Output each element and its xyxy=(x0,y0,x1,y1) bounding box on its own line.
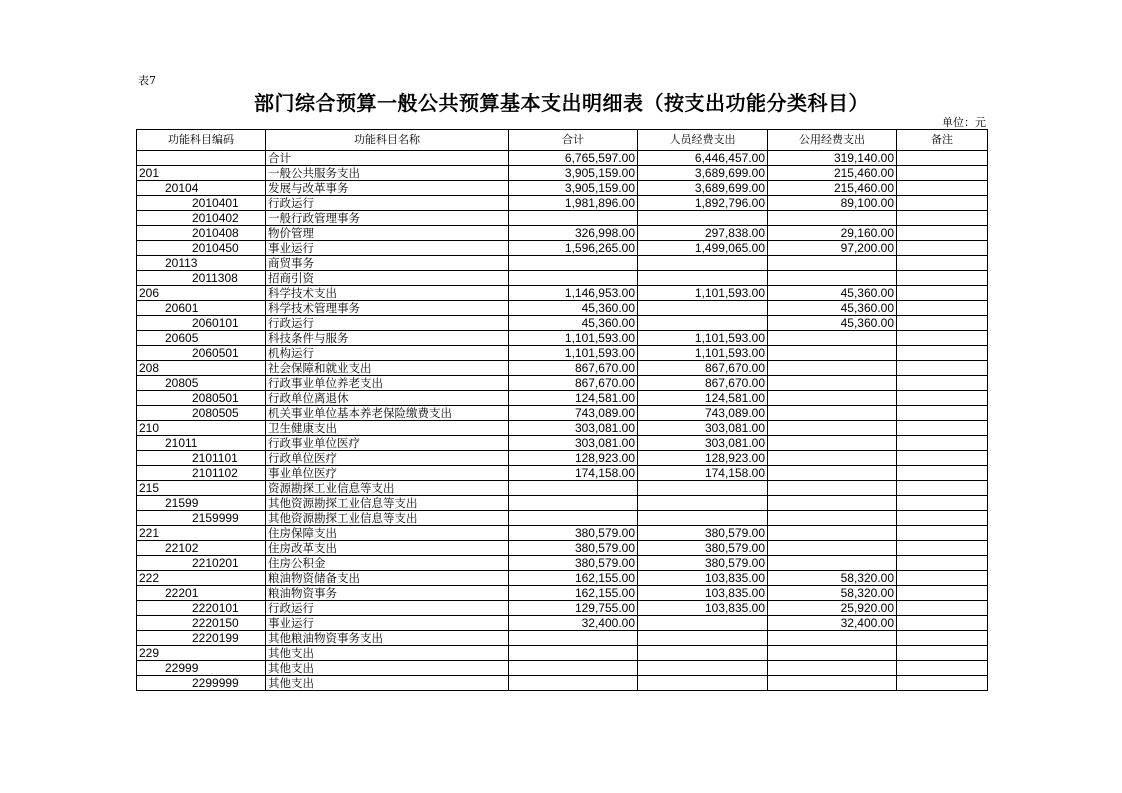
cell-total: 6,765,597.00 xyxy=(509,151,638,166)
col-header-note: 备注 xyxy=(897,130,988,151)
cell-name: 其他粮油物资事务支出 xyxy=(266,631,509,646)
cell-personnel: 380,579.00 xyxy=(638,526,768,541)
cell-note xyxy=(897,256,988,271)
col-header-public: 公用经费支出 xyxy=(768,130,897,151)
cell-personnel: 303,081.00 xyxy=(638,421,768,436)
cell-note xyxy=(897,676,988,691)
cell-personnel: 6,446,457.00 xyxy=(638,151,768,166)
cell-note xyxy=(897,241,988,256)
cell-name: 事业单位医疗 xyxy=(266,466,509,481)
cell-personnel xyxy=(638,316,768,331)
cell-code: 20805 xyxy=(137,376,266,391)
cell-public xyxy=(768,631,897,646)
cell-code: 2011308 xyxy=(137,271,266,286)
cell-name: 粮油物资储备支出 xyxy=(266,571,509,586)
cell-personnel: 128,923.00 xyxy=(638,451,768,466)
cell-code: 2101101 xyxy=(137,451,266,466)
cell-name: 卫生健康支出 xyxy=(266,421,509,436)
cell-name: 住房改革支出 xyxy=(266,541,509,556)
cell-public: 45,360.00 xyxy=(768,286,897,301)
cell-personnel: 1,101,593.00 xyxy=(638,331,768,346)
cell-code: 2299999 xyxy=(137,676,266,691)
cell-note xyxy=(897,556,988,571)
cell-personnel: 867,670.00 xyxy=(638,376,768,391)
cell-total xyxy=(509,481,638,496)
cell-personnel xyxy=(638,661,768,676)
cell-name: 住房保障支出 xyxy=(266,526,509,541)
cell-code: 2010450 xyxy=(137,241,266,256)
cell-name: 机构运行 xyxy=(266,346,509,361)
cell-total: 867,670.00 xyxy=(509,361,638,376)
col-header-code: 功能科目编码 xyxy=(137,130,266,151)
cell-name: 行政运行 xyxy=(266,196,509,211)
cell-public xyxy=(768,421,897,436)
cell-public xyxy=(768,466,897,481)
cell-note xyxy=(897,586,988,601)
page-title: 部门综合预算一般公共预算基本支出明细表（按支出功能分类科目） xyxy=(254,91,869,115)
cell-note xyxy=(897,346,988,361)
cell-total: 1,596,265.00 xyxy=(509,241,638,256)
cell-public: 319,140.00 xyxy=(768,151,897,166)
table-row xyxy=(137,346,988,361)
cell-total: 162,155.00 xyxy=(509,571,638,586)
cell-code: 201 xyxy=(137,166,266,181)
table-row xyxy=(137,616,988,631)
cell-code: 20601 xyxy=(137,301,266,316)
cell-name: 一般行政管理事务 xyxy=(266,211,509,226)
cell-public: 45,360.00 xyxy=(768,301,897,316)
cell-note xyxy=(897,601,988,616)
cell-personnel: 1,101,593.00 xyxy=(638,286,768,301)
cell-total xyxy=(509,676,638,691)
table-row xyxy=(137,241,988,256)
cell-name: 行政运行 xyxy=(266,601,509,616)
table-row xyxy=(137,586,988,601)
cell-note xyxy=(897,646,988,661)
cell-name: 其他支出 xyxy=(266,661,509,676)
cell-note xyxy=(897,286,988,301)
table-body xyxy=(137,151,988,691)
table-row xyxy=(137,301,988,316)
table-row xyxy=(137,646,988,661)
cell-note xyxy=(897,376,988,391)
cell-total: 128,923.00 xyxy=(509,451,638,466)
cell-note xyxy=(897,151,988,166)
cell-code: 2060501 xyxy=(137,346,266,361)
cell-code xyxy=(137,151,266,166)
cell-code: 208 xyxy=(137,361,266,376)
cell-name: 社会保障和就业支出 xyxy=(266,361,509,376)
cell-total: 124,581.00 xyxy=(509,391,638,406)
unit-label: 单位：元 xyxy=(942,116,986,129)
cell-public: 89,100.00 xyxy=(768,196,897,211)
cell-public xyxy=(768,646,897,661)
cell-total: 174,158.00 xyxy=(509,466,638,481)
cell-note xyxy=(897,406,988,421)
cell-public: 45,360.00 xyxy=(768,316,897,331)
cell-code: 229 xyxy=(137,646,266,661)
cell-public: 32,400.00 xyxy=(768,616,897,631)
cell-personnel: 867,670.00 xyxy=(638,361,768,376)
table-row xyxy=(137,361,988,376)
cell-total: 380,579.00 xyxy=(509,556,638,571)
cell-code: 2101102 xyxy=(137,466,266,481)
cell-code: 22201 xyxy=(137,586,266,601)
col-header-total: 合计 xyxy=(509,130,638,151)
cell-public: 215,460.00 xyxy=(768,181,897,196)
cell-public xyxy=(768,391,897,406)
cell-name: 其他支出 xyxy=(266,646,509,661)
cell-total xyxy=(509,256,638,271)
cell-personnel: 174,158.00 xyxy=(638,466,768,481)
cell-personnel: 303,081.00 xyxy=(638,436,768,451)
cell-personnel: 103,835.00 xyxy=(638,571,768,586)
cell-note xyxy=(897,541,988,556)
cell-personnel xyxy=(638,496,768,511)
cell-code: 22102 xyxy=(137,541,266,556)
cell-name: 事业运行 xyxy=(266,241,509,256)
cell-note xyxy=(897,166,988,181)
cell-note xyxy=(897,526,988,541)
col-header-name: 功能科目名称 xyxy=(266,130,509,151)
cell-name: 科学技术支出 xyxy=(266,286,509,301)
cell-total: 1,101,593.00 xyxy=(509,331,638,346)
cell-note xyxy=(897,451,988,466)
cell-name: 行政单位医疗 xyxy=(266,451,509,466)
cell-code: 222 xyxy=(137,571,266,586)
table-row xyxy=(137,391,988,406)
cell-code: 221 xyxy=(137,526,266,541)
cell-note xyxy=(897,301,988,316)
cell-code: 20113 xyxy=(137,256,266,271)
cell-code: 21599 xyxy=(137,496,266,511)
cell-public xyxy=(768,661,897,676)
cell-code: 2220150 xyxy=(137,616,266,631)
cell-note xyxy=(897,211,988,226)
cell-total xyxy=(509,661,638,676)
cell-note xyxy=(897,496,988,511)
cell-personnel: 1,499,065.00 xyxy=(638,241,768,256)
cell-personnel: 743,089.00 xyxy=(638,406,768,421)
cell-note xyxy=(897,391,988,406)
cell-public: 58,320.00 xyxy=(768,571,897,586)
cell-note xyxy=(897,316,988,331)
cell-name: 一般公共服务支出 xyxy=(266,166,509,181)
cell-public xyxy=(768,361,897,376)
cell-total: 32,400.00 xyxy=(509,616,638,631)
cell-personnel: 380,579.00 xyxy=(638,556,768,571)
cell-name: 住房公积金 xyxy=(266,556,509,571)
cell-personnel: 103,835.00 xyxy=(638,601,768,616)
cell-total xyxy=(509,646,638,661)
cell-code: 206 xyxy=(137,286,266,301)
col-header-personnel: 人员经费支出 xyxy=(638,130,768,151)
cell-public xyxy=(768,211,897,226)
cell-name: 合计 xyxy=(266,151,509,166)
cell-total xyxy=(509,511,638,526)
cell-public xyxy=(768,376,897,391)
cell-code: 2220101 xyxy=(137,601,266,616)
cell-code: 2080501 xyxy=(137,391,266,406)
cell-note xyxy=(897,661,988,676)
cell-public xyxy=(768,511,897,526)
cell-name: 机关事业单位基本养老保险缴费支出 xyxy=(266,406,509,421)
cell-personnel xyxy=(638,481,768,496)
cell-public xyxy=(768,256,897,271)
cell-name: 物价管理 xyxy=(266,226,509,241)
table-row xyxy=(137,271,988,286)
table-row xyxy=(137,256,988,271)
cell-total: 1,146,953.00 xyxy=(509,286,638,301)
cell-note xyxy=(897,571,988,586)
cell-personnel xyxy=(638,271,768,286)
cell-code: 2010408 xyxy=(137,226,266,241)
cell-public xyxy=(768,496,897,511)
cell-total: 3,905,159.00 xyxy=(509,181,638,196)
cell-note xyxy=(897,181,988,196)
table-number: 表7 xyxy=(138,74,156,87)
cell-personnel: 1,101,593.00 xyxy=(638,346,768,361)
cell-public xyxy=(768,526,897,541)
cell-note xyxy=(897,511,988,526)
table-row xyxy=(137,511,988,526)
cell-note xyxy=(897,331,988,346)
cell-note xyxy=(897,466,988,481)
cell-public xyxy=(768,271,897,286)
cell-name: 资源勘探工业信息等支出 xyxy=(266,481,509,496)
cell-name: 科技条件与服务 xyxy=(266,331,509,346)
table-row xyxy=(137,376,988,391)
cell-total: 303,081.00 xyxy=(509,421,638,436)
table-row xyxy=(137,466,988,481)
cell-public xyxy=(768,481,897,496)
cell-total: 380,579.00 xyxy=(509,541,638,556)
cell-public xyxy=(768,556,897,571)
cell-code: 2010402 xyxy=(137,211,266,226)
cell-public: 58,320.00 xyxy=(768,586,897,601)
cell-code: 20605 xyxy=(137,331,266,346)
cell-personnel xyxy=(638,511,768,526)
cell-total xyxy=(509,211,638,226)
cell-note xyxy=(897,481,988,496)
table-row xyxy=(137,316,988,331)
table-row xyxy=(137,286,988,301)
table-row xyxy=(137,211,988,226)
cell-personnel: 3,689,699.00 xyxy=(638,166,768,181)
table-row xyxy=(137,676,988,691)
cell-code: 2010401 xyxy=(137,196,266,211)
expenditure-table xyxy=(136,129,988,691)
cell-name: 行政单位离退休 xyxy=(266,391,509,406)
cell-name: 事业运行 xyxy=(266,616,509,631)
table-row xyxy=(137,151,988,166)
cell-public xyxy=(768,406,897,421)
cell-public: 97,200.00 xyxy=(768,241,897,256)
table-row xyxy=(137,451,988,466)
table-row xyxy=(137,601,988,616)
cell-note xyxy=(897,421,988,436)
cell-note xyxy=(897,226,988,241)
table-row xyxy=(137,526,988,541)
table-row xyxy=(137,541,988,556)
cell-total xyxy=(509,271,638,286)
cell-name: 招商引资 xyxy=(266,271,509,286)
cell-code: 20104 xyxy=(137,181,266,196)
table-row xyxy=(137,481,988,496)
cell-note xyxy=(897,361,988,376)
cell-total: 162,155.00 xyxy=(509,586,638,601)
cell-code: 21011 xyxy=(137,436,266,451)
table-row xyxy=(137,661,988,676)
cell-total: 326,998.00 xyxy=(509,226,638,241)
cell-total: 303,081.00 xyxy=(509,436,638,451)
cell-personnel xyxy=(638,631,768,646)
cell-personnel xyxy=(638,256,768,271)
cell-personnel xyxy=(638,616,768,631)
cell-name: 商贸事务 xyxy=(266,256,509,271)
cell-total: 45,360.00 xyxy=(509,316,638,331)
cell-total: 743,089.00 xyxy=(509,406,638,421)
table-row xyxy=(137,571,988,586)
table-row xyxy=(137,181,988,196)
cell-total xyxy=(509,496,638,511)
cell-personnel xyxy=(638,211,768,226)
cell-note xyxy=(897,196,988,211)
cell-total: 45,360.00 xyxy=(509,301,638,316)
cell-note xyxy=(897,616,988,631)
cell-public xyxy=(768,346,897,361)
cell-code: 210 xyxy=(137,421,266,436)
cell-name: 行政运行 xyxy=(266,316,509,331)
cell-public xyxy=(768,541,897,556)
cell-public: 215,460.00 xyxy=(768,166,897,181)
cell-total: 380,579.00 xyxy=(509,526,638,541)
cell-public: 29,160.00 xyxy=(768,226,897,241)
cell-code: 22999 xyxy=(137,661,266,676)
cell-personnel xyxy=(638,676,768,691)
cell-public xyxy=(768,331,897,346)
cell-name: 发展与改革事务 xyxy=(266,181,509,196)
cell-note xyxy=(897,271,988,286)
cell-code: 2060101 xyxy=(137,316,266,331)
table-row xyxy=(137,421,988,436)
cell-code: 215 xyxy=(137,481,266,496)
cell-total: 1,101,593.00 xyxy=(509,346,638,361)
cell-personnel: 3,689,699.00 xyxy=(638,181,768,196)
cell-personnel: 380,579.00 xyxy=(638,541,768,556)
table-row xyxy=(137,196,988,211)
cell-note xyxy=(897,436,988,451)
cell-personnel: 297,838.00 xyxy=(638,226,768,241)
cell-personnel: 1,892,796.00 xyxy=(638,196,768,211)
cell-total: 3,905,159.00 xyxy=(509,166,638,181)
table-row xyxy=(137,226,988,241)
table-row xyxy=(137,631,988,646)
cell-personnel: 124,581.00 xyxy=(638,391,768,406)
cell-name: 粮油物资事务 xyxy=(266,586,509,601)
cell-total xyxy=(509,631,638,646)
cell-name: 其他支出 xyxy=(266,676,509,691)
table-row xyxy=(137,556,988,571)
cell-total: 129,755.00 xyxy=(509,601,638,616)
cell-public: 25,920.00 xyxy=(768,601,897,616)
cell-name: 其他资源勘探工业信息等支出 xyxy=(266,511,509,526)
cell-name: 行政事业单位养老支出 xyxy=(266,376,509,391)
table-row xyxy=(137,436,988,451)
cell-public xyxy=(768,676,897,691)
cell-public xyxy=(768,451,897,466)
cell-name: 行政事业单位医疗 xyxy=(266,436,509,451)
cell-code: 2080505 xyxy=(137,406,266,421)
cell-personnel: 103,835.00 xyxy=(638,586,768,601)
cell-note xyxy=(897,631,988,646)
table-row xyxy=(137,406,988,421)
cell-code: 2159999 xyxy=(137,511,266,526)
cell-total: 1,981,896.00 xyxy=(509,196,638,211)
cell-public xyxy=(768,436,897,451)
cell-name: 其他资源勘探工业信息等支出 xyxy=(266,496,509,511)
table-row xyxy=(137,166,988,181)
cell-total: 867,670.00 xyxy=(509,376,638,391)
table-header-row xyxy=(137,130,988,151)
cell-personnel xyxy=(638,646,768,661)
cell-code: 2210201 xyxy=(137,556,266,571)
cell-code: 2220199 xyxy=(137,631,266,646)
cell-personnel xyxy=(638,301,768,316)
table-row xyxy=(137,496,988,511)
table-row xyxy=(137,331,988,346)
cell-name: 科学技术管理事务 xyxy=(266,301,509,316)
